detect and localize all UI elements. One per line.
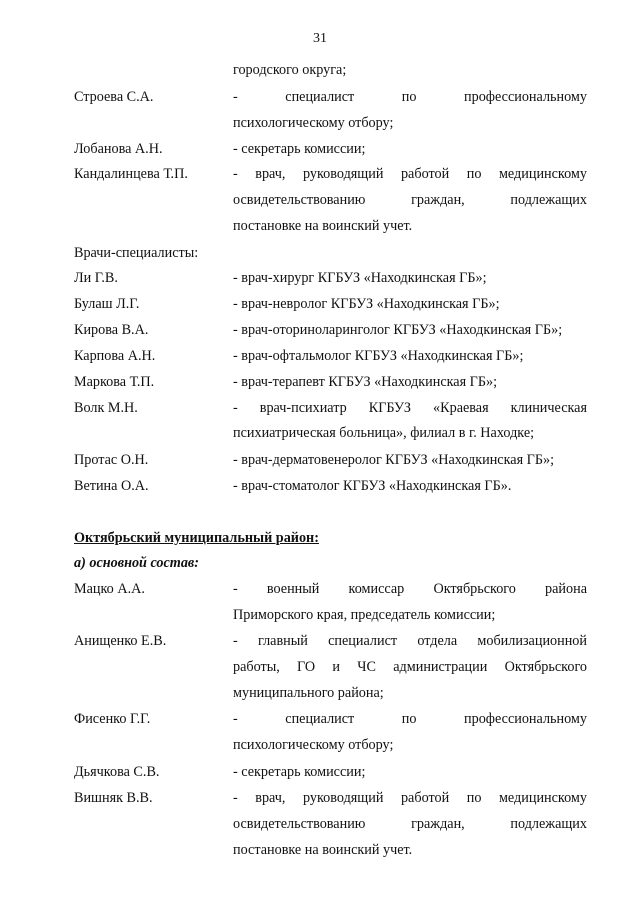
- member-role-line: - специалист по профессиональному: [233, 89, 587, 105]
- member-role-line: - врач-психиатр КГБУЗ «Краевая клиническая: [233, 400, 587, 416]
- member-name: Вишняк В.В.: [74, 790, 153, 806]
- member-role-line: - врач-стоматолог КГБУЗ «Находкинская ГБ».: [233, 478, 512, 494]
- member-role-line: постановке на воинский учет.: [233, 218, 413, 234]
- member-role-line: психологическому отбору;: [233, 737, 394, 753]
- member-role-line: - врач-офтальмолог КГБУЗ «Находкинская ГБ»;: [233, 348, 524, 364]
- member-name: Протас О.Н.: [74, 452, 149, 468]
- member-name: Кандалинцева Т.П.: [74, 166, 188, 182]
- member-name: Мацко А.А.: [74, 581, 145, 597]
- member-role-line: - врач-терапевт КГБУЗ «Находкинская ГБ»;: [233, 374, 498, 390]
- member-name: Ветина О.А.: [74, 478, 149, 494]
- member-name: Фисенко Г.Г.: [74, 711, 151, 727]
- continuation-line: городского округа;: [233, 62, 347, 78]
- member-role-line: психиатрическая больница», филиал в г. Находке;: [233, 425, 535, 441]
- member-role-line: Приморского края, председатель комиссии;: [233, 607, 496, 623]
- member-role-line: работы, ГО и ЧС администрации Октябрьского: [233, 659, 587, 675]
- member-name: Кирова В.А.: [74, 322, 149, 338]
- member-role-line: - врач-невролог КГБУЗ «Находкинская ГБ»;: [233, 296, 500, 312]
- member-name: Анищенко Е.В.: [74, 633, 167, 649]
- subsection-title: а) основной состав:: [74, 555, 199, 571]
- member-role-line: - врач, руководящий работой по медицинскому: [233, 790, 587, 806]
- member-role-line: - врач-дерматовенеролог КГБУЗ «Находкинская ГБ»;: [233, 452, 555, 468]
- section-title: Октябрьский муниципальный район:: [74, 530, 319, 546]
- member-name: Волк М.Н.: [74, 400, 138, 416]
- member-role-line: освидетельствованию граждан, подлежащих: [233, 816, 587, 832]
- member-role-line: психологическому отбору;: [233, 115, 394, 131]
- member-role-line: - врач-оториноларинголог КГБУЗ «Находкинская ГБ»;: [233, 322, 563, 338]
- member-role-line: муниципального района;: [233, 685, 384, 701]
- member-name: Лобанова А.Н.: [74, 141, 163, 157]
- member-name: Булаш Л.Г.: [74, 296, 140, 312]
- member-role-line: - военный комиссар Октябрьского района: [233, 581, 587, 597]
- member-role-line: - специалист по профессиональному: [233, 711, 587, 727]
- member-name: Дьячкова С.В.: [74, 764, 160, 780]
- member-role-line: постановке на воинский учет.: [233, 842, 413, 858]
- member-name: Карпова А.Н.: [74, 348, 156, 364]
- member-role-line: - секретарь комиссии;: [233, 764, 366, 780]
- member-role-line: - главный специалист отдела мобилизационной: [233, 633, 587, 649]
- member-role-line: - врач, руководящий работой по медицинскому: [233, 166, 587, 182]
- member-role-line: - врач-хирург КГБУЗ «Находкинская ГБ»;: [233, 270, 487, 286]
- member-role-line: освидетельствованию граждан, подлежащих: [233, 192, 587, 208]
- member-name: Маркова Т.П.: [74, 374, 155, 390]
- page-number: 31: [313, 31, 327, 46]
- member-role-line: - секретарь комиссии;: [233, 141, 366, 157]
- specialists-heading: Врачи-специалисты:: [74, 245, 199, 261]
- member-name: Ли Г.В.: [74, 270, 118, 286]
- member-name: Строева С.А.: [74, 89, 154, 105]
